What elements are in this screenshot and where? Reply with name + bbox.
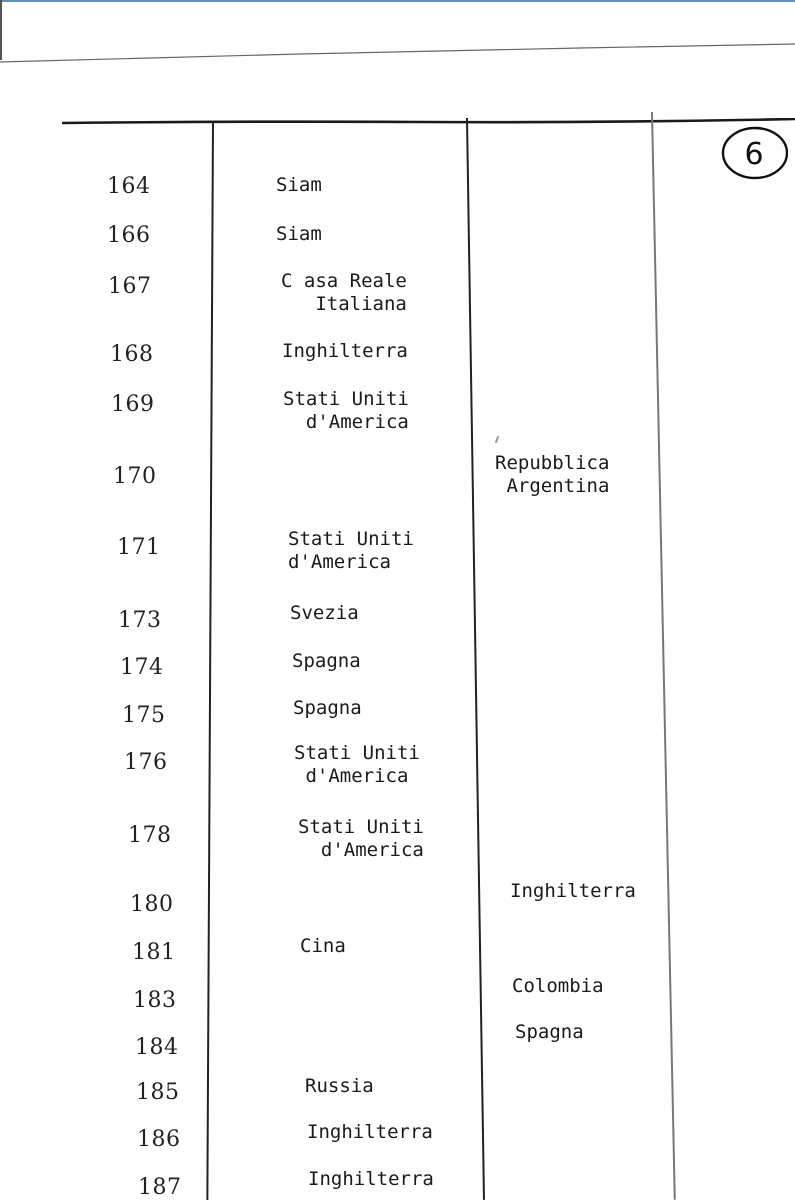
- row-entity: Svezia: [290, 602, 359, 624]
- row-number: 186: [137, 1127, 181, 1152]
- row-number: 173: [118, 608, 162, 633]
- row-entity: Siam: [276, 223, 322, 245]
- column-rule-2: [466, 118, 485, 1200]
- row-number: 169: [111, 392, 155, 417]
- row-number: 171: [117, 535, 161, 560]
- row-number: 184: [135, 1035, 179, 1060]
- row-number: 181: [132, 940, 176, 965]
- row-entity: Inghilterra: [307, 1121, 433, 1143]
- page-number-badge: [720, 125, 788, 181]
- row-number: 178: [128, 823, 172, 848]
- scan-top-edge: [0, 0, 795, 2]
- row-number: 176: [124, 750, 168, 775]
- stray-mark: [495, 436, 499, 443]
- row-counterpart: Inghilterra: [510, 880, 636, 902]
- row-number: 166: [107, 223, 151, 248]
- row-entity: Inghilterra: [282, 340, 408, 362]
- paper-edge-line: [0, 40, 795, 64]
- row-entity: Inghilterra: [308, 1168, 434, 1190]
- row-number: 187: [138, 1175, 182, 1200]
- column-rule-3: [651, 112, 675, 1200]
- page-number: 6: [744, 137, 764, 172]
- row-entity: Spagna: [292, 650, 361, 672]
- row-entity: Stati Uniti d'America: [298, 816, 424, 861]
- row-number: 164: [107, 174, 151, 199]
- row-counterpart: Repubblica Argentina: [495, 452, 610, 497]
- row-number: 183: [133, 988, 177, 1013]
- row-entity: Siam: [276, 174, 322, 196]
- row-counterpart: Spagna: [515, 1021, 584, 1043]
- row-number: 168: [110, 342, 154, 367]
- row-entity: Stati Uniti d'America: [294, 742, 420, 787]
- column-rule-1: [206, 122, 214, 1200]
- row-number: 185: [136, 1080, 180, 1105]
- row-number: 170: [113, 464, 157, 489]
- row-entity: Cina: [300, 935, 346, 957]
- row-number: 175: [122, 703, 166, 728]
- row-entity: Spagna: [293, 697, 362, 719]
- row-entity: C asa Reale Italiana: [281, 270, 407, 315]
- row-entity: Stati Uniti d'America: [283, 388, 409, 433]
- table-header-rule: [62, 118, 795, 126]
- row-entity: Stati Uniti d'America: [288, 528, 414, 573]
- row-counterpart: Colombia: [512, 975, 604, 997]
- row-number: 180: [130, 892, 174, 917]
- row-entity: Russia: [305, 1075, 374, 1097]
- row-number: 167: [108, 274, 152, 299]
- row-number: 174: [120, 655, 164, 680]
